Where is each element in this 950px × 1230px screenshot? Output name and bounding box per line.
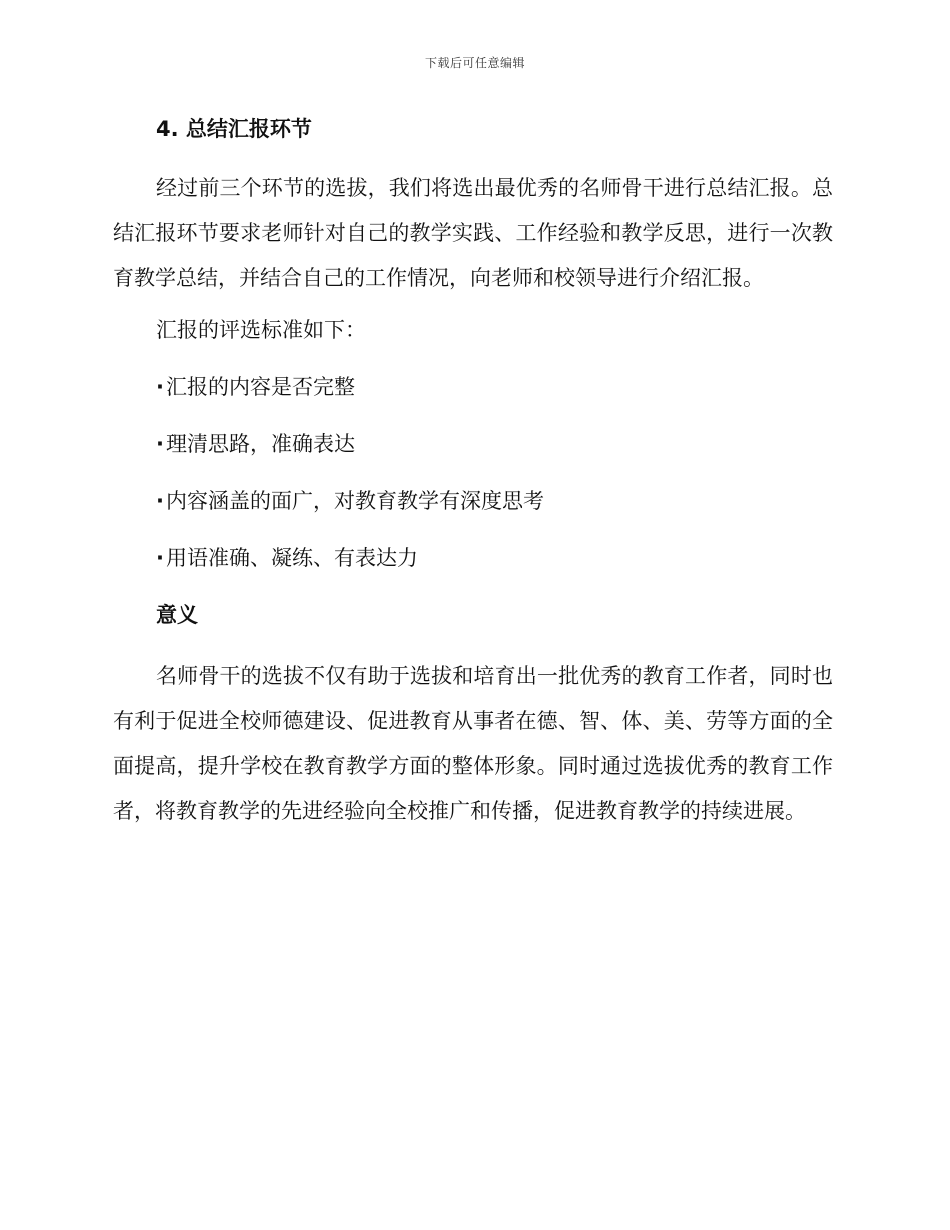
significance-paragraph: 名师骨干的选拔不仅有助于选拔和培育出一批优秀的教育工作者，同时也有利于促进全校师德建设、促进教育从事者在德、智、体、美、劳等方面的全面提高，提升学校在教育教学方面的整体形象。同时通过选拔优秀的教育工作者，将教育教学的先进经验向全校推广和传播，促进教育教学的持续进展。 — [113, 664, 833, 823]
document-body — [113, 112, 833, 846]
criteria-item-text: 理清思路，准确表达 — [166, 432, 355, 456]
page-header-note: 下载后可任意编辑 — [424, 56, 525, 70]
criteria-item-text: 用语准确、凝练、有表达力 — [166, 546, 418, 570]
criteria-item — [113, 370, 833, 404]
criteria-item-text: 汇报的内容是否完整 — [166, 375, 355, 399]
criteria-intro — [113, 313, 833, 347]
bullet-dot-icon: · — [156, 375, 164, 399]
criteria-intro-text: 汇报的评选标准如下： — [156, 318, 366, 342]
bullet-dot-icon: · — [156, 489, 164, 513]
criteria-item — [113, 427, 833, 461]
section-heading-summary-report: 4. 总结汇报环节 — [156, 117, 312, 141]
criteria-item — [113, 541, 833, 575]
bullet-dot-icon: · — [156, 432, 164, 456]
criteria-item — [113, 484, 833, 518]
section-heading-significance: 意义 — [156, 603, 198, 627]
criteria-item-text: 内容涵盖的面广，对教育教学有深度思考 — [166, 489, 544, 513]
bullet-dot-icon: · — [156, 546, 164, 570]
summary-report-paragraph: 经过前三个环节的选拔，我们将选出最优秀的名师骨干进行总结汇报。总结汇报环节要求老师针对自己的教学实践、工作经验和教学反思，进行一次教育教学总结，并结合自己的工作情况，向老师和校领导进行介绍汇报。 — [113, 176, 833, 290]
